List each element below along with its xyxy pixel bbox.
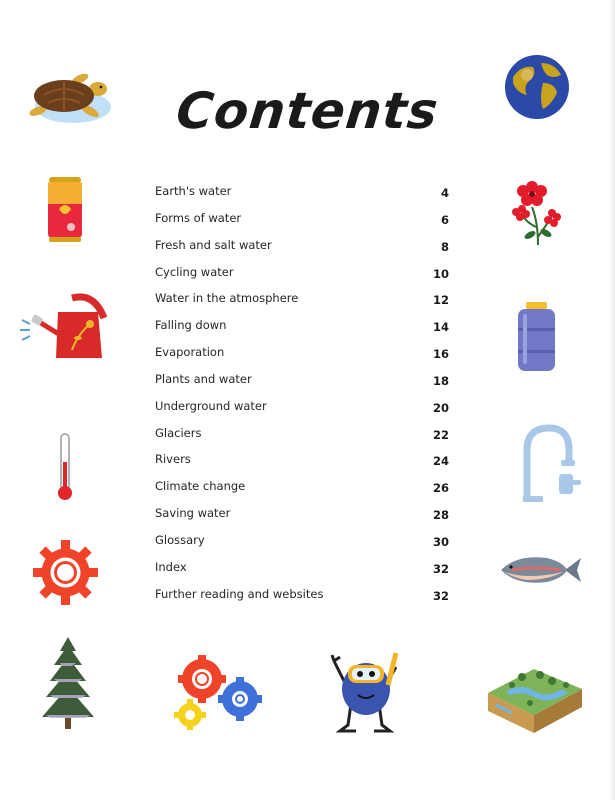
toc-entry-label: Plants and water: [155, 371, 252, 386]
toc-entry-label: Water in the atmosphere: [155, 291, 299, 306]
thermometer-icon: [55, 432, 75, 502]
snorkel-mascot-icon: [330, 645, 410, 735]
toc-entry-page: 28: [432, 508, 449, 523]
toc-entry-page: 4: [440, 186, 449, 200]
toc-entry-label: Cycling water: [155, 264, 234, 279]
toc-entry[interactable]: [155, 314, 455, 341]
toc-entry[interactable]: [155, 180, 455, 207]
toc-entry[interactable]: [155, 207, 455, 234]
toc-entry-page: 30: [432, 534, 449, 549]
toc-entry-page: 32: [432, 561, 449, 576]
toc-entry-page: 26: [432, 481, 449, 496]
toc-entry[interactable]: [155, 529, 455, 556]
toc-entry-page: 14: [432, 320, 449, 335]
toc-entry-label: Falling down: [155, 318, 227, 333]
toc-entry-page: 12: [432, 293, 449, 308]
toc-entry-label: Rivers: [155, 452, 191, 467]
toc-entry-page: 18: [432, 373, 449, 388]
toc-entry[interactable]: [155, 341, 455, 368]
drink-can-icon: [45, 175, 85, 245]
turtle-icon: [18, 65, 113, 130]
gear-icon: [33, 540, 98, 605]
toc-entry-page: 24: [432, 454, 449, 469]
toc-entry-label: Index: [155, 559, 187, 574]
toc-entry-label: Glossary: [155, 532, 205, 547]
toc-entry[interactable]: [155, 448, 455, 475]
toc-entry[interactable]: [155, 287, 455, 314]
toc-entry[interactable]: [155, 583, 455, 610]
toc-entry[interactable]: [155, 502, 455, 529]
toc-entry-label: Underground water: [155, 398, 267, 413]
fish-icon: [497, 550, 582, 590]
toc-entry[interactable]: [155, 556, 455, 583]
toc-entry[interactable]: [155, 422, 455, 449]
toc-entry-label: Climate change: [155, 479, 246, 494]
toc-entry[interactable]: [155, 234, 455, 261]
table-of-contents: [155, 180, 455, 610]
toc-entry-page: 10: [432, 266, 449, 281]
toc-entry-label: Fresh and salt water: [155, 237, 272, 252]
flowers-icon: [510, 177, 565, 247]
tree-icon: [38, 635, 98, 730]
toc-entry-label: Earth's water: [155, 184, 232, 198]
toc-entry[interactable]: [155, 261, 455, 288]
toc-entry-page: 16: [432, 347, 449, 362]
landscape-block-icon: [482, 655, 587, 735]
toc-entry-page: 20: [432, 400, 449, 415]
watering-can-icon: [18, 290, 113, 365]
toc-entry-page: 32: [432, 588, 449, 603]
water-barrel-icon: [514, 300, 559, 375]
toc-entry[interactable]: [155, 475, 455, 502]
toc-entry-page: 8: [440, 239, 449, 254]
toc-entry-label: Evaporation: [155, 345, 225, 360]
toc-entry-page: 6: [440, 212, 449, 227]
toc-entry-label: Saving water: [155, 506, 231, 521]
toc-entry-page: 22: [432, 427, 449, 442]
toc-entry-label: Glaciers: [155, 425, 202, 440]
tap-icon: [513, 420, 583, 505]
toc-entry[interactable]: [155, 368, 455, 395]
page-title: Contents: [173, 82, 442, 140]
globe-icon: [503, 53, 571, 121]
toc-entry-label: Forms of water: [155, 210, 242, 225]
toc-entry[interactable]: [155, 395, 455, 422]
toc-entry-label: Further reading and websites: [155, 586, 324, 601]
gears-icon: [172, 655, 272, 730]
